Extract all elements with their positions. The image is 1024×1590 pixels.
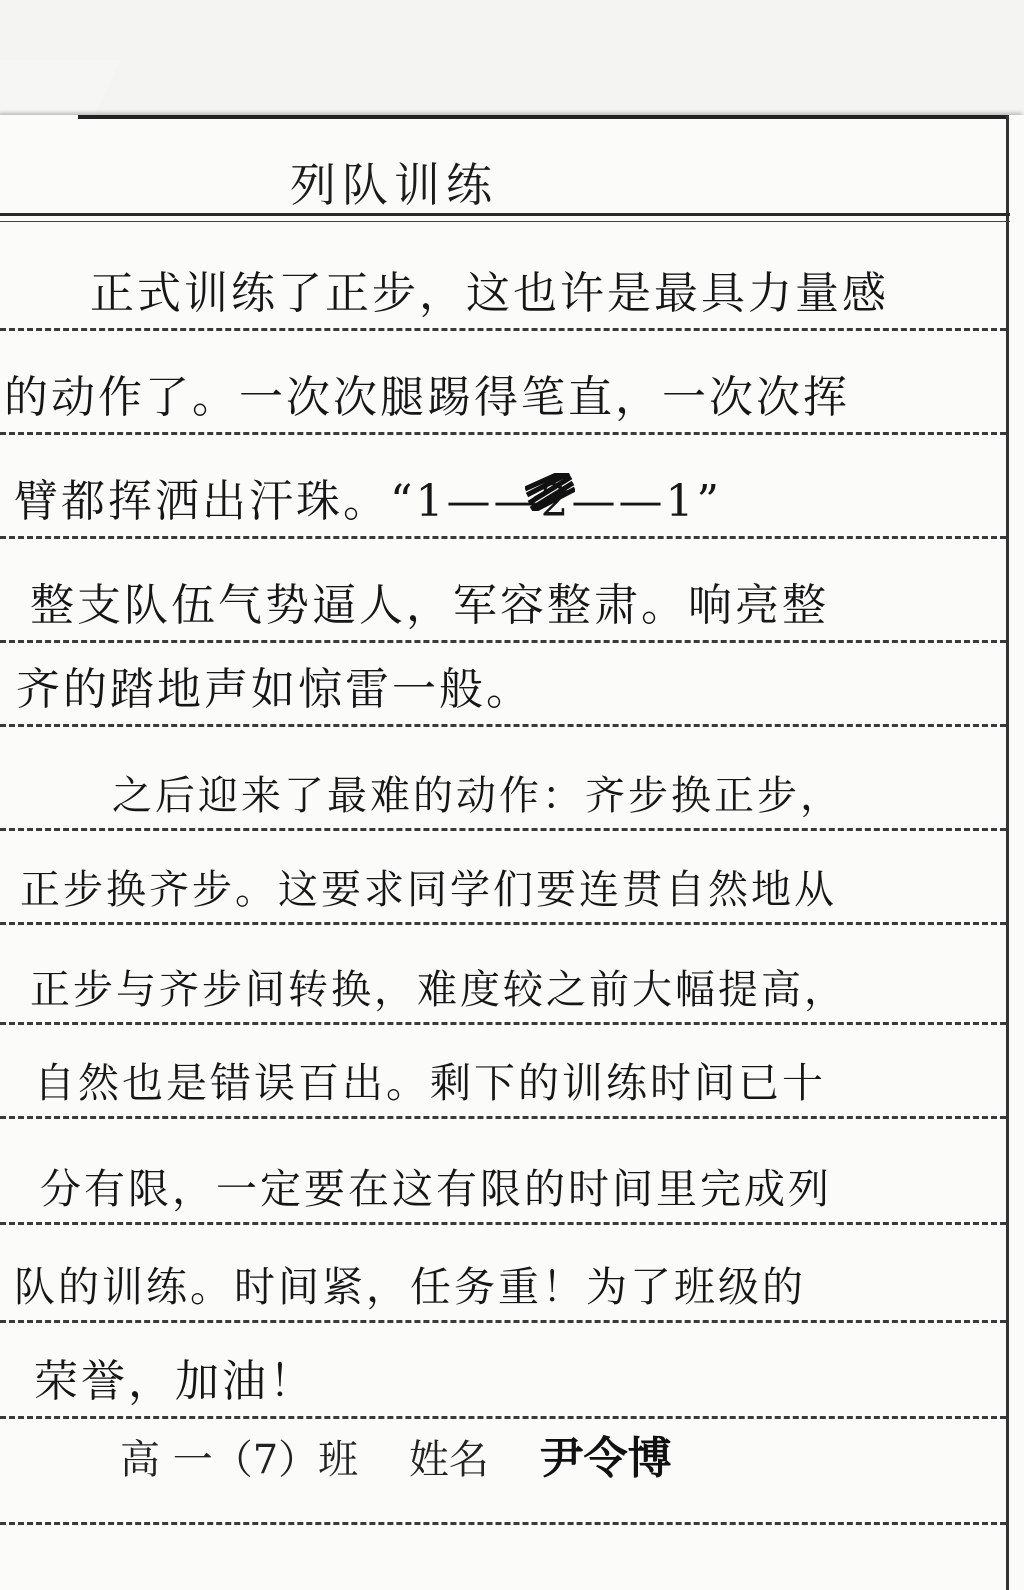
line-text: 正式训练了正步，这也许是最具力量感 xyxy=(90,268,889,319)
line-text: 臂都挥洒出汗珠。“1——2——1” xyxy=(14,476,722,527)
crossed-out-scribble xyxy=(525,473,575,511)
writing-line xyxy=(0,921,1006,1025)
writing-line xyxy=(0,1219,1006,1323)
page-footer xyxy=(120,1422,710,1486)
dashed-rule xyxy=(0,1116,1006,1119)
line-text: 的动作了。一次次腿踢得笔直，一次次挥 xyxy=(4,372,850,423)
line-text: 整支队伍气势逼人，军容整肃。响亮整 xyxy=(30,580,829,631)
writing-line xyxy=(0,727,1006,831)
writing-line xyxy=(0,227,1006,331)
writing-line xyxy=(0,821,1006,925)
line-text: 正步与齐步间转换，难度较之前大幅提高， xyxy=(30,967,847,1013)
line-text: 分有限，一定要在这有限的时间里完成列 xyxy=(40,1165,832,1213)
writing-line xyxy=(0,1015,1006,1119)
line-text: 荣誉，加油！ xyxy=(34,1356,316,1407)
writing-line xyxy=(0,1315,1006,1419)
student-name: 尹令博 xyxy=(539,1433,672,1484)
notebook-page xyxy=(0,115,1024,1590)
dashed-rule xyxy=(0,1416,1006,1419)
essay-title: 列队训练 xyxy=(290,158,498,212)
top-border-rule xyxy=(78,115,1008,119)
line-text: 自然也是错误百出。剩下的训练时间已十 xyxy=(34,1059,826,1107)
line-text: 正步换齐步。这要求同学们要连贯自然地从 xyxy=(20,867,837,913)
line-text: 队的训练。时间紧，任务重！为了班级的 xyxy=(14,1263,806,1311)
title-underline-thin xyxy=(0,221,1010,222)
writing-line xyxy=(0,623,1006,727)
right-margin-line xyxy=(1006,115,1009,1590)
writing-line xyxy=(0,331,1006,435)
dashed-rule xyxy=(0,1522,1006,1525)
writing-line xyxy=(0,435,1006,539)
title-underline xyxy=(0,213,1010,216)
class-label: 高 一（7）班 xyxy=(120,1437,359,1483)
line-text: 齐的踏地声如惊雷一般。 xyxy=(16,664,533,715)
name-label: 姓名 xyxy=(408,1437,489,1483)
writing-line xyxy=(0,1121,1006,1225)
line-text: 之后迎来了最难的动作：齐步换正步， xyxy=(112,773,843,819)
